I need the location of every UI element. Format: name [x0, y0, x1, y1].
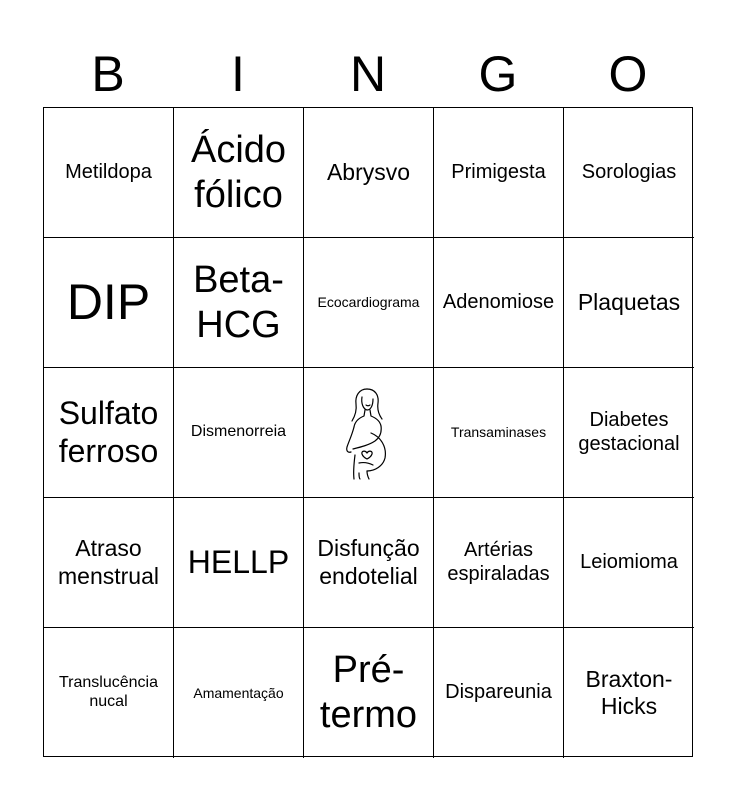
bingo-cell-r1c1[interactable] [44, 108, 174, 238]
cell-label: Adenomiose [442, 290, 555, 313]
cell-label: Dispareunia [445, 681, 552, 704]
bingo-cell-r3c5[interactable] [564, 368, 694, 498]
cell-label: Braxton-Hicks [585, 665, 673, 719]
bingo-cell-r3c4[interactable] [434, 368, 564, 498]
header-letter-i: I [231, 46, 245, 102]
cell-label: Sorologias [581, 160, 677, 183]
bingo-cell-r2c4[interactable] [434, 238, 564, 368]
header-letter-g: G [478, 46, 518, 102]
cell-label: Beta-HCG [193, 258, 284, 346]
header-letter-b: B [91, 46, 125, 102]
bingo-cell-r4c4[interactable] [434, 498, 564, 628]
cell-label: Ecocardiograma [317, 294, 420, 311]
bingo-cell-r1c4[interactable] [434, 108, 564, 238]
bingo-cell-r5c2[interactable] [174, 628, 304, 758]
bingo-cell-r1c3[interactable] [304, 108, 434, 238]
bingo-cell-r3c2[interactable] [174, 368, 304, 498]
cell-label: Metildopa [65, 160, 152, 183]
bingo-cell-r1c2[interactable] [174, 108, 304, 238]
cell-label: Plaquetas [577, 288, 681, 315]
bingo-cell-r4c3[interactable] [304, 498, 434, 628]
bingo-cell-r2c5[interactable] [564, 238, 694, 368]
bingo-cell-r2c3[interactable] [304, 238, 434, 368]
cell-label: Diabetes gestacional [578, 408, 680, 455]
bingo-free-space[interactable] [304, 368, 434, 498]
cell-label: Ácido fólico [190, 128, 287, 216]
bingo-cell-r2c1[interactable] [44, 238, 174, 368]
cell-label: Sulfato ferroso [58, 394, 159, 469]
cell-label: Leiomioma [580, 550, 678, 573]
bingo-cell-r5c4[interactable] [434, 628, 564, 758]
bingo-cell-r2c2[interactable] [174, 238, 304, 368]
cell-label: Primigesta [451, 160, 546, 183]
bingo-header [43, 40, 693, 108]
pregnant-woman-icon [329, 383, 409, 483]
bingo-cell-r5c1[interactable] [44, 628, 174, 758]
cell-label: Atraso menstrual [58, 535, 159, 589]
bingo-cell-r1c5[interactable] [564, 108, 694, 238]
bingo-cell-r4c2[interactable] [174, 498, 304, 628]
cell-label: Artérias espiraladas [447, 538, 550, 585]
bingo-cell-r3c1[interactable] [44, 368, 174, 498]
cell-label: Abrysvo [326, 158, 411, 185]
cell-label: Dismenorreia [190, 423, 287, 441]
bingo-cell-r4c5[interactable] [564, 498, 694, 628]
bingo-cell-r5c3[interactable] [304, 628, 434, 758]
cell-label: Transaminases [450, 424, 547, 441]
cell-label: Pré-termo [319, 649, 418, 736]
bingo-cell-r4c1[interactable] [44, 498, 174, 628]
cell-label: Disfunção endotelial [317, 535, 420, 589]
cell-label: HELLP [187, 543, 290, 580]
bingo-board [43, 107, 693, 757]
header-letter-n: N [349, 46, 387, 102]
cell-label: Amamentação [193, 684, 284, 701]
cell-label: DIP [66, 274, 151, 330]
cell-label: Translucência nucal [58, 674, 158, 710]
bingo-cell-r5c5[interactable] [564, 628, 694, 758]
header-letter-o: O [608, 46, 648, 102]
